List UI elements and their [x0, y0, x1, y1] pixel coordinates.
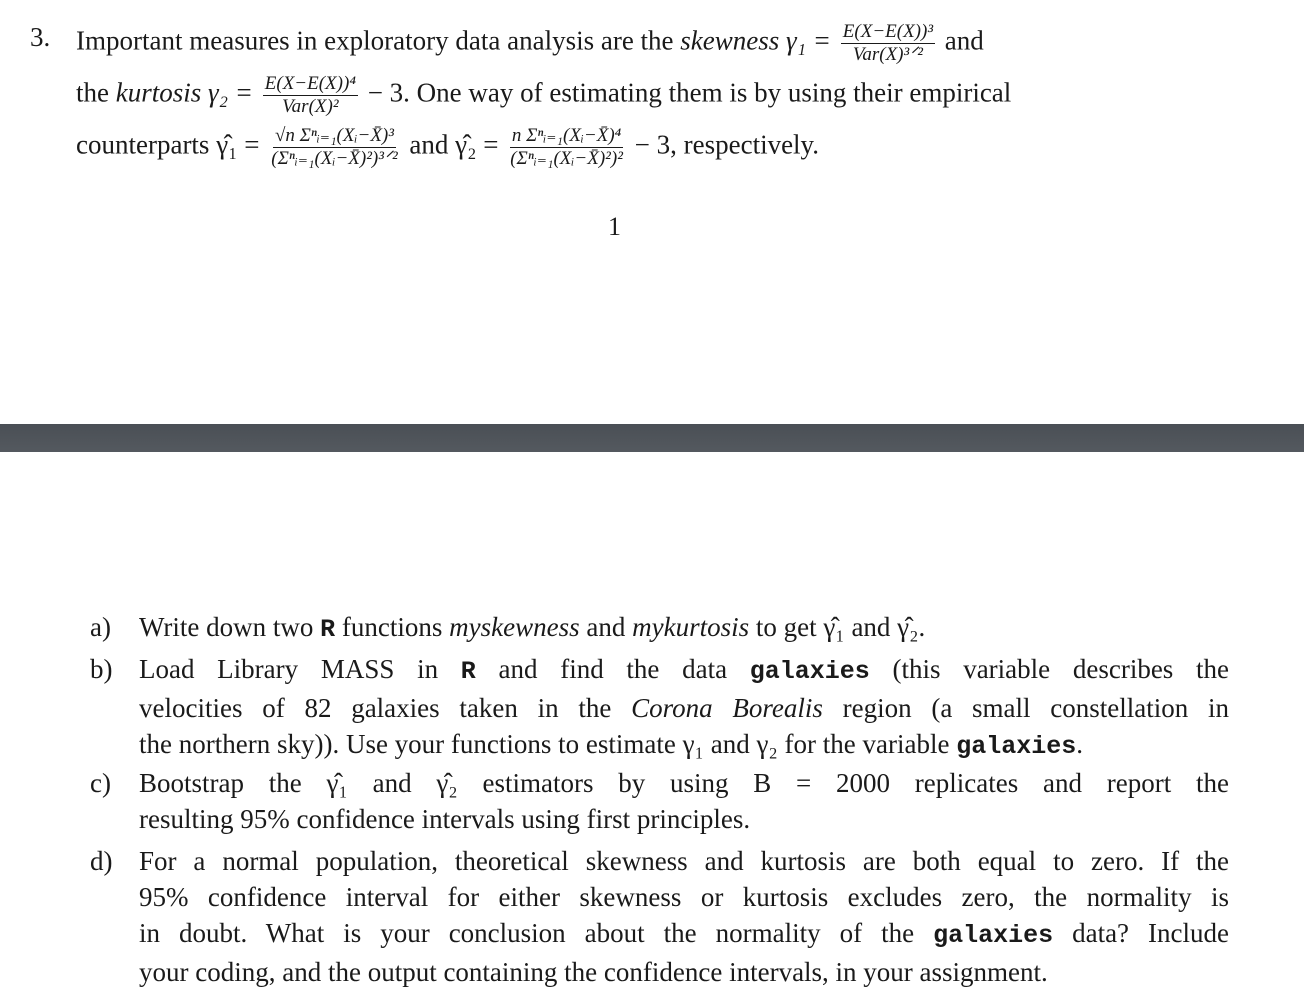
code-text: R — [460, 657, 476, 686]
line3-lead: counterparts γ̂₁ = — [76, 129, 260, 160]
function-name: mykurtosis — [632, 612, 750, 642]
page-bottom — [0, 452, 1304, 1006]
text: For a normal population, theoretical skewness and kurtosis are both equal to zero. If the — [139, 846, 1229, 876]
text: to get γ̂₁ and γ̂₂. — [749, 612, 926, 642]
item-label: a) — [90, 612, 111, 642]
kurtosis-formula — [263, 74, 358, 117]
empirical-kurtosis-denominator: (Σⁿᵢ₌₁(Xᵢ−X̄)²)² — [510, 148, 623, 169]
line2-tail: − 3. One way of estimating them is by using their empirical — [367, 77, 1012, 108]
item-body — [139, 651, 1229, 765]
problem-line-2 — [76, 74, 1011, 117]
text: the northern sky)). Use your functions to estimate γ₁ and γ₂ for the variable — [139, 729, 957, 759]
gamma1-symbol: γ₁ = — [786, 25, 832, 56]
page-top — [0, 0, 1304, 424]
text: your coding, and the output containing the confidence intervals, in your assignment. — [139, 957, 1048, 987]
page-divider — [0, 424, 1304, 452]
and-word: and — [944, 25, 984, 56]
function-name: myskewness — [449, 612, 580, 642]
text: 95% confidence interval for either skewness or kurtosis excludes zero, the normality is — [139, 882, 1229, 912]
empirical-skewness-numerator: √n Σⁿᵢ₌₁(Xᵢ−X̄)³ — [274, 125, 394, 146]
kurtosis-numerator: E(X−E(X))⁴ — [264, 73, 356, 94]
empirical-kurtosis-formula — [508, 126, 625, 169]
line3-tail: − 3, respectively. — [634, 129, 820, 160]
text: Bootstrap the γ̂₁ and γ̂₂ estimators by using B = 2000 replicates and report the — [139, 768, 1229, 798]
text: and — [579, 612, 633, 642]
skewness-numerator: E(X−E(X))³ — [842, 21, 934, 42]
line1-text: Important measures in exploratory data analysis are the — [76, 25, 674, 56]
empirical-kurtosis-numerator: n Σⁿᵢ₌₁(Xᵢ−X̄)⁴ — [511, 125, 622, 146]
problem-line-3 — [76, 126, 819, 169]
text: velocities of 82 galaxies taken in the — [139, 693, 632, 723]
region-name: Corona Borealis — [631, 693, 823, 723]
text: Write down two — [139, 612, 321, 642]
kurtosis-denominator: Var(X)² — [282, 96, 339, 117]
item-label: b) — [90, 654, 113, 684]
text: resulting 95% confidence intervals using first principles. — [139, 804, 751, 834]
item-body — [139, 609, 1229, 648]
code-text: R — [320, 615, 336, 644]
skewness-formula — [841, 22, 935, 65]
page-number: 1 — [608, 212, 621, 241]
and-gamma2-hat: and γ̂₂ = — [409, 129, 499, 160]
text: in doubt. What is your conclusion about the normality of the — [139, 918, 934, 948]
text: data? Include — [1053, 918, 1229, 948]
text: region (a small constellation in — [822, 693, 1230, 723]
code-text: galaxies — [933, 921, 1054, 950]
text: Load Library MASS in — [139, 654, 461, 684]
the-word: the — [76, 77, 109, 108]
code-text: galaxies — [749, 657, 870, 686]
item-label: d) — [90, 846, 113, 876]
empirical-skewness-formula — [269, 126, 399, 169]
skewness-denominator: Var(X)³ᐟ² — [852, 44, 923, 65]
problem-line-1 — [76, 22, 984, 65]
item-body — [139, 843, 1229, 990]
problem-number: 3. — [30, 22, 51, 52]
code-text: galaxies — [956, 732, 1077, 761]
item-body — [139, 765, 1229, 837]
skewness-term: skewness — [680, 25, 780, 56]
text: functions — [335, 612, 450, 642]
empirical-skewness-denominator: (Σⁿᵢ₌₁(Xᵢ−X̄)²)³ᐟ² — [271, 148, 398, 169]
kurtosis-term: kurtosis — [115, 77, 202, 108]
item-label: c) — [90, 768, 111, 798]
text: (this variable describes the — [869, 654, 1229, 684]
text: . — [1076, 729, 1083, 759]
text: and find the data — [475, 654, 750, 684]
gamma2-symbol: γ₂ = — [208, 77, 254, 108]
